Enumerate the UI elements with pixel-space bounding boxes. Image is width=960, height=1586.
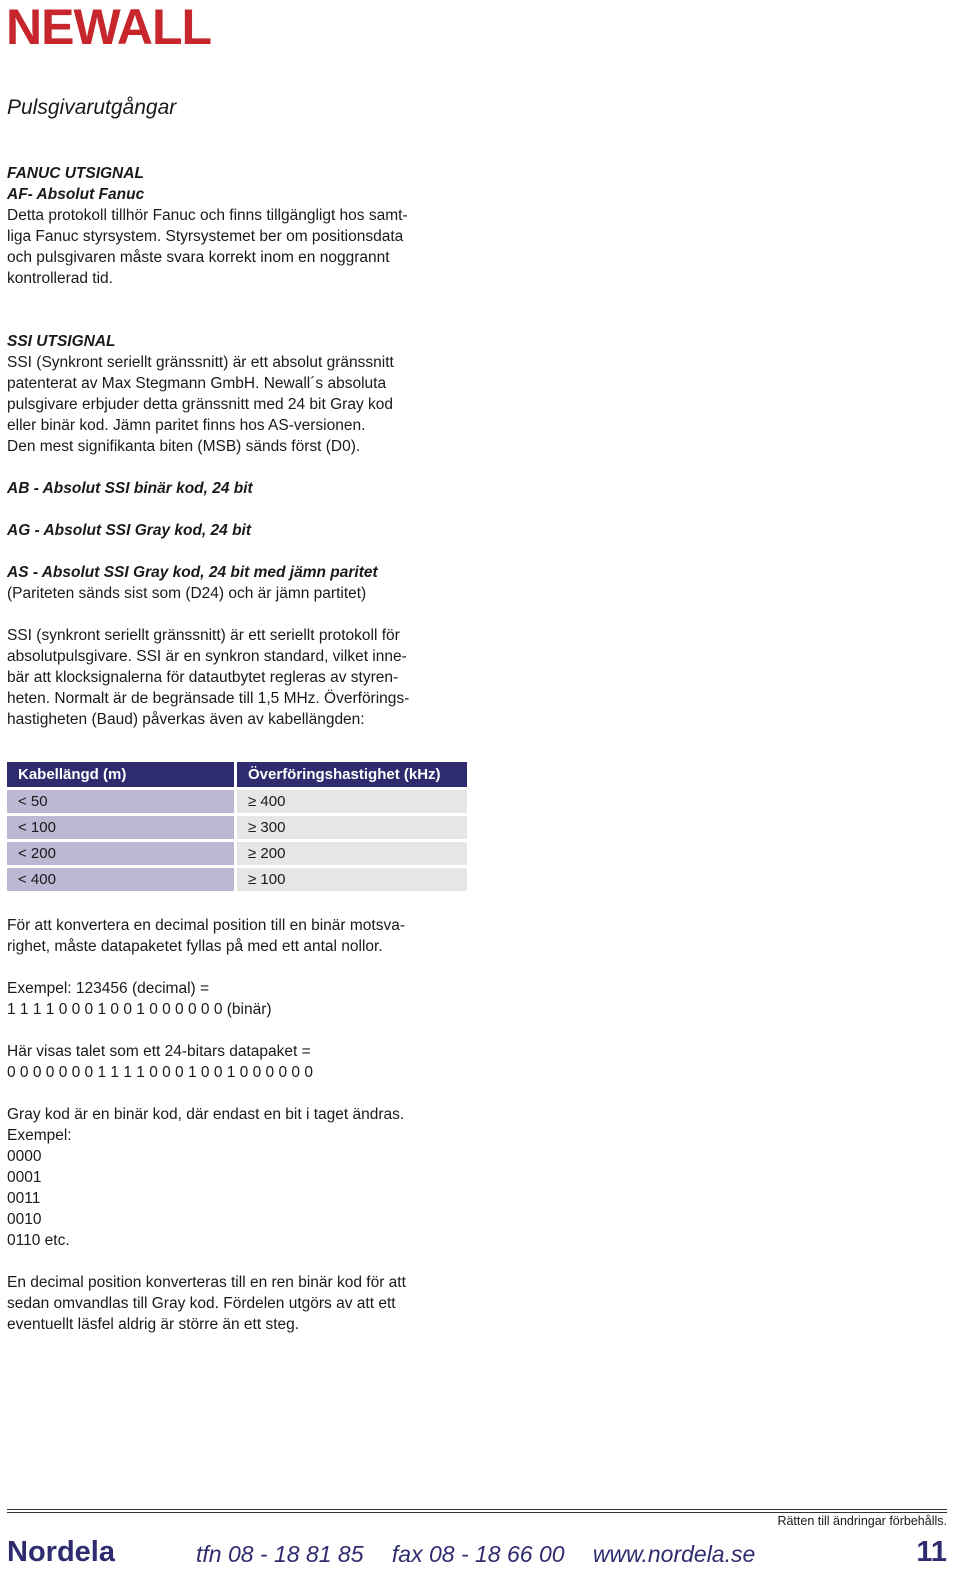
- cell-cable-length: < 100: [7, 816, 234, 839]
- footer-brand: Nordela: [7, 1536, 115, 1568]
- cell-transfer-rate: ≥ 100: [237, 868, 467, 891]
- example-label: Exempel: 123456 (decimal) =: [7, 980, 210, 997]
- table-header-row: [7, 762, 467, 787]
- table-row: [7, 816, 467, 839]
- header-transfer-rate: Överföringshastighet (kHz): [237, 762, 467, 787]
- ssi-heading: SSI UTSIGNAL: [7, 333, 116, 350]
- gray-code: 0001: [7, 1169, 42, 1186]
- gray-code: 0110 etc.: [7, 1232, 70, 1249]
- cell-transfer-rate: ≥ 200: [237, 842, 467, 865]
- ssi-line: pulsgivare erbjuder detta gränssnitt med 24 bit Gray kod: [7, 396, 393, 413]
- table-row: [7, 790, 467, 813]
- footer-phone: tfn 08 - 18 81 85: [196, 1541, 364, 1567]
- cell-cable-length: < 400: [7, 868, 234, 891]
- conversion-line: righet, måste datapaketet fyllas på med ett antal nollor.: [7, 938, 383, 955]
- fanuc-line: Detta protokoll tillhör Fanuc och finns tillgängligt hos samt-: [7, 207, 408, 224]
- ssi-line: SSI (Synkront seriellt gränssnitt) är ett absolut gränssnitt: [7, 354, 394, 371]
- page-title: Pulsgivarutgångar: [7, 96, 177, 119]
- cell-transfer-rate: ≥ 300: [237, 816, 467, 839]
- conversion-line: För att konvertera en decimal position till en binär motsva-: [7, 917, 406, 934]
- footer-contact: [196, 1541, 777, 1568]
- fanuc-line: kontrollerad tid.: [7, 270, 113, 287]
- table-row: [7, 842, 467, 865]
- ab-heading: AB - Absolut SSI binär kod, 24 bit: [7, 480, 253, 497]
- cell-cable-length: < 200: [7, 842, 234, 865]
- table-row: [7, 868, 467, 891]
- newall-logo: NEWALL: [6, 0, 212, 55]
- fanuc-line: och pulsgivaren måste svara korrekt inom en noggrannt: [7, 249, 390, 266]
- page-number: 11: [916, 1536, 947, 1568]
- ssi-line: eller binär kod. Jämn paritet finns hos AS-versionen.: [7, 417, 366, 434]
- footer-rule: [7, 1512, 947, 1513]
- gray-code: 0010: [7, 1211, 42, 1228]
- example-binary: 1 1 1 1 0 0 0 1 0 0 1 0 0 0 0 0 0 (binär): [7, 1001, 272, 1018]
- gray-example-label: Exempel:: [7, 1127, 72, 1144]
- footer-website[interactable]: www.nordela.se: [592, 1541, 756, 1567]
- gray-closing-line: sedan omvandlas till Gray kod. Fördelen utgörs av att ett: [7, 1295, 396, 1312]
- cell-transfer-rate: ≥ 400: [237, 790, 467, 813]
- fanuc-heading: FANUC UTSIGNAL: [7, 165, 144, 182]
- ssi-line: Den mest signifikanta biten (MSB) sänds först (D0).: [7, 438, 361, 455]
- gray-closing-line: En decimal position konverteras till en ren binär kod för att: [7, 1274, 406, 1291]
- fanuc-subheading: AF- Absolut Fanuc: [7, 186, 145, 203]
- protocol-line: absolutpulsgivare. SSI är en synkron standard, vilket inne-: [7, 648, 407, 665]
- header-cable-length: Kabellängd (m): [7, 762, 234, 787]
- footer-note: Rätten till ändringar förbehålls.: [777, 1514, 947, 1528]
- ag-heading: AG - Absolut SSI Gray kod, 24 bit: [7, 522, 252, 539]
- footer-fax: fax 08 - 18 66 00: [391, 1541, 565, 1567]
- protocol-line: hastigheten (Baud) påverkas även av kabellängden:: [7, 711, 365, 728]
- gray-intro: Gray kod är en binär kod, där endast en bit i taget ändras.: [7, 1106, 405, 1123]
- protocol-line: heten. Normalt är de begränsade till 1,5 MHz. Överförings-: [7, 690, 410, 707]
- gray-code: 0000: [7, 1148, 42, 1165]
- protocol-line: SSI (synkront seriellt gränssnitt) är ett seriellt protokoll för: [7, 627, 400, 644]
- speed-table: [4, 759, 470, 894]
- as-note: (Pariteten sänds sist som (D24) och är jämn partitet): [7, 585, 367, 602]
- packet-label: Här visas talet som ett 24-bitars datapaket =: [7, 1043, 311, 1060]
- as-heading: AS - Absolut SSI Gray kod, 24 bit med jämn paritet: [7, 564, 378, 581]
- ssi-line: patenterat av Max Stegmann GmbH. Newall´s absoluta: [7, 375, 387, 392]
- gray-closing-line: eventuellt läsfel aldrig är större än ett steg.: [7, 1316, 300, 1333]
- protocol-line: bär att klocksignalerna för datautbytet regleras av styren-: [7, 669, 399, 686]
- footer-rule: [7, 1509, 947, 1510]
- fanuc-line: liga Fanuc styrsystem. Styrsystemet ber om positionsdata: [7, 228, 404, 245]
- cell-cable-length: < 50: [7, 790, 234, 813]
- main-content: [7, 163, 477, 1335]
- packet-value: 0 0 0 0 0 0 0 1 1 1 1 0 0 0 1 0 0 1 0 0 0 0 0 0: [7, 1064, 313, 1081]
- gray-code: 0011: [7, 1190, 41, 1207]
